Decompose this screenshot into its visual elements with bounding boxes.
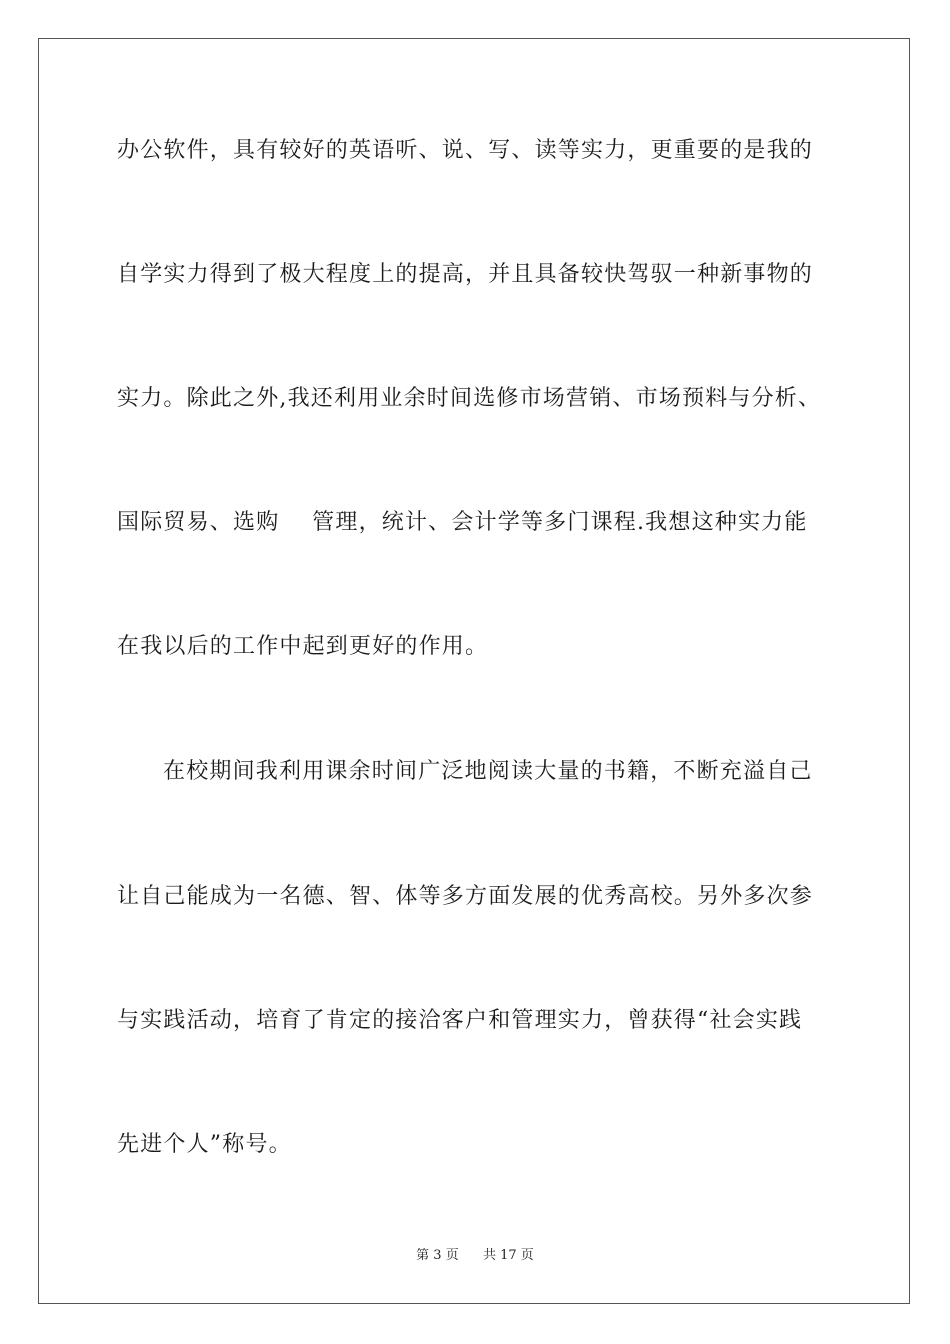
body-text-line: 办公软件，具有较好的英语听、说、写、读等实力，更重要的是我的 — [117, 138, 814, 163]
body-text-line: 与实践活动，培育了肯定的接洽客户和管理实力，曾获得“社会实践 — [117, 1008, 803, 1033]
total-pages: 共 17 页 — [483, 1248, 534, 1263]
body-text-line: 自学实力得到了极大程度上的提高，并且具备较快驾驭一种新事物的 — [117, 262, 814, 287]
body-text-line: 先进个人”称号。 — [117, 1132, 292, 1157]
body-text-line: 国际贸易、选购 管理，统计、会计学等多门课程.我想这种实力能 — [117, 510, 808, 535]
body-text-line: 让自己能成为一名德、智、体等多方面发展的优秀高校。另外多次参 — [117, 884, 814, 909]
page-border — [38, 38, 910, 1304]
paragraph-first-line: 在校期间我利用课余时间广泛地阅读大量的书籍，不断充溢自己 — [163, 759, 813, 784]
body-text-line: 在我以后的工作中起到更好的作用。 — [117, 634, 489, 659]
page-footer — [0, 1247, 950, 1265]
page-number: 第 3 页 — [416, 1248, 459, 1263]
body-text-line: 实力。除此之外,我还利用业余时间选修市场营销、市场预料与分析、 — [117, 386, 822, 411]
